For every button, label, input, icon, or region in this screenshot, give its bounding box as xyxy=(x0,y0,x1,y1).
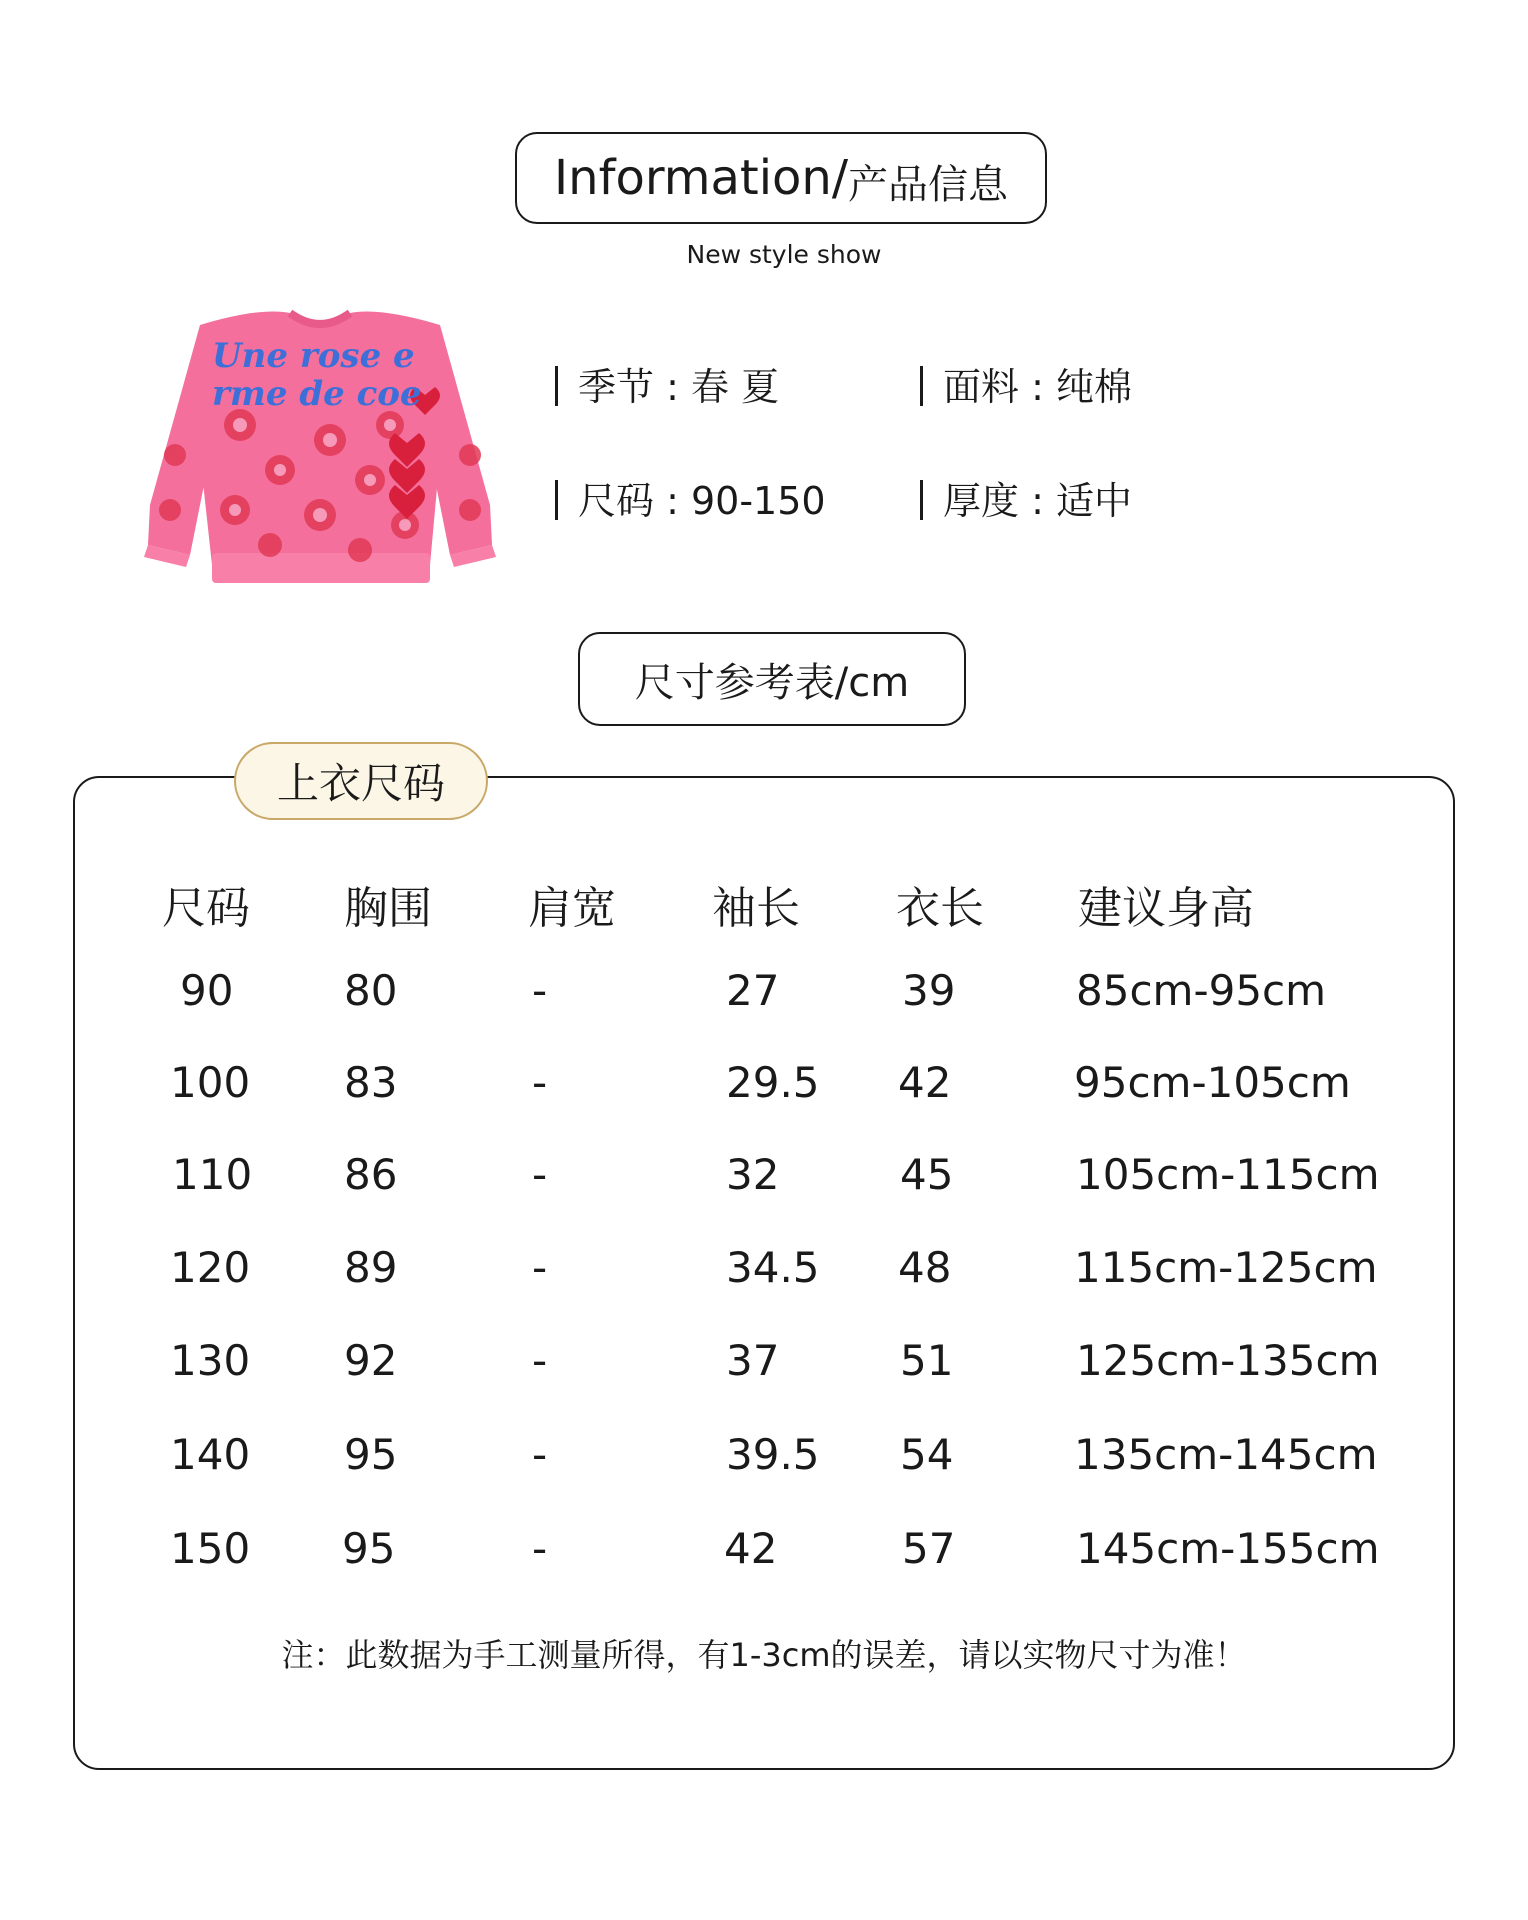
table-cell: 100 xyxy=(170,1058,251,1107)
table-cell: 54 xyxy=(900,1430,954,1479)
table-cell: 27 xyxy=(726,966,780,1015)
table-cell: 39.5 xyxy=(726,1430,820,1479)
print-line-2: rme de coe xyxy=(212,374,422,414)
table-cell: - xyxy=(532,1336,548,1385)
attr-fabric-text: 面料 : 纯棉 xyxy=(943,365,1132,409)
measurement-note: 注：此数据为手工测量所得，有1-3cm的误差，请以实物尺寸为准！ xyxy=(281,1636,1247,1674)
table-cell: 130 xyxy=(170,1336,251,1385)
table-cell: 120 xyxy=(170,1243,251,1292)
table-cell: 45 xyxy=(900,1150,954,1199)
header-chest: 胸围 xyxy=(344,883,432,934)
table-cell: 90 xyxy=(180,966,234,1015)
header-length: 衣长 xyxy=(896,883,984,934)
size-chart-title-text: 尺寸参考表/cm xyxy=(634,659,910,706)
attr-size-text: 尺码 : 90-150 xyxy=(578,479,826,523)
table-cell: 34.5 xyxy=(726,1243,820,1292)
subtitle: New style show xyxy=(686,240,882,269)
table-cell: 135cm-145cm xyxy=(1074,1430,1378,1479)
header-sleeve: 袖长 xyxy=(712,883,800,934)
attr-season-text: 季节 : 春 夏 xyxy=(578,365,780,409)
attr-season xyxy=(555,356,779,411)
table-cell: 140 xyxy=(170,1430,251,1479)
table-cell: 51 xyxy=(900,1336,954,1385)
table-cell: 32 xyxy=(726,1150,780,1199)
table-cell: 89 xyxy=(344,1243,398,1292)
table-cell: 48 xyxy=(898,1243,952,1292)
attr-fabric xyxy=(920,356,1132,411)
print-line-1: Une rose e xyxy=(212,336,415,376)
sweatshirt-illustration xyxy=(144,312,496,584)
table-cell: 95 xyxy=(342,1524,396,1573)
table-cell: 125cm-135cm xyxy=(1076,1336,1380,1385)
table-cell: - xyxy=(532,1430,548,1479)
table-cell: 150 xyxy=(170,1524,251,1573)
header-height: 建议身高 xyxy=(1078,883,1254,934)
table-cell: 95 xyxy=(344,1430,398,1479)
info-title-en: Information/ xyxy=(553,150,849,206)
table-cell: - xyxy=(532,1150,548,1199)
top-size-tag xyxy=(234,742,488,820)
table-cell: - xyxy=(532,1243,548,1292)
header-size: 尺码 xyxy=(162,883,250,934)
top-size-tag-text: 上衣尺码 xyxy=(276,759,445,808)
table-cell: 42 xyxy=(898,1058,952,1107)
table-cell: 57 xyxy=(902,1524,956,1573)
table-cell: 42 xyxy=(724,1524,778,1573)
header-shoulder: 肩宽 xyxy=(528,883,616,934)
info-title-cn: 产品信息 xyxy=(848,161,1009,208)
table-cell: - xyxy=(532,966,548,1015)
table-cell: 105cm-115cm xyxy=(1076,1150,1380,1199)
product-image xyxy=(140,305,500,595)
table-cell: 92 xyxy=(344,1336,398,1385)
table-cell: 145cm-155cm xyxy=(1076,1524,1380,1573)
table-cell: - xyxy=(532,1524,548,1573)
table-cell: 85cm-95cm xyxy=(1076,966,1327,1015)
attr-size xyxy=(555,470,826,525)
table-cell: 37 xyxy=(726,1336,780,1385)
table-cell: 80 xyxy=(344,966,398,1015)
attr-thickness-text: 厚度 : 适中 xyxy=(943,479,1132,523)
table-cell: 95cm-105cm xyxy=(1074,1058,1351,1107)
attr-thickness xyxy=(920,470,1132,525)
size-chart-title xyxy=(578,632,966,726)
table-cell: 29.5 xyxy=(726,1058,820,1107)
table-cell: 115cm-125cm xyxy=(1074,1243,1378,1292)
table-cell: 39 xyxy=(902,966,956,1015)
table-cell: 86 xyxy=(344,1150,398,1199)
table-cell: 83 xyxy=(344,1058,398,1107)
info-title-pill xyxy=(515,132,1047,224)
table-cell: - xyxy=(532,1058,548,1107)
table-cell: 110 xyxy=(172,1150,253,1199)
